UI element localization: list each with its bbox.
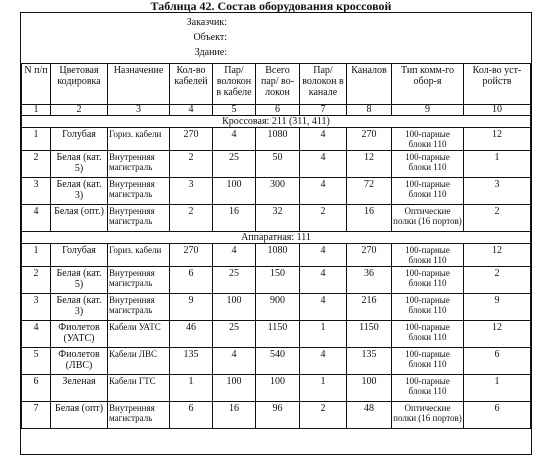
cell-equipment-type: Оптические полки (16 портов) [392, 205, 464, 232]
cell-color: Белая (кат. 5) [51, 151, 108, 178]
equipment-table-sheet [20, 12, 532, 455]
column-number: 2 [51, 105, 108, 116]
cell-total-pairs: 1080 [256, 244, 300, 267]
cell-index: 2 [22, 267, 51, 294]
cell-purpose: Внутренняя магистраль [108, 178, 170, 205]
cell-channels: 1150 [347, 321, 392, 348]
col-header-index: N п/п [22, 64, 51, 105]
cell-device-count: 3 [464, 178, 531, 205]
cell-equipment-type: 100-парные блоки 110 [392, 178, 464, 205]
cell-pairs-per-channel: 1 [300, 321, 347, 348]
cell-pairs-per-channel: 4 [300, 178, 347, 205]
cell-cable-count: 2 [170, 151, 213, 178]
cell-device-count: 2 [464, 205, 531, 232]
cell-index: 4 [22, 205, 51, 232]
col-header-equipment-type: Тип комм-го обор-я [392, 64, 464, 105]
column-number: 7 [300, 105, 347, 116]
col-header-device-count: Кол-во уст-ройств [464, 64, 531, 105]
cell-equipment-type: Оптические полки (16 портов) [392, 402, 464, 429]
cell-channels: 135 [347, 348, 392, 375]
table-row [22, 128, 531, 151]
cell-pairs-per-channel: 4 [300, 128, 347, 151]
cell-total-pairs: 100 [256, 375, 300, 402]
column-number: 1 [22, 105, 51, 116]
cell-channels: 72 [347, 178, 392, 205]
cell-color: Белая (опт.) [51, 205, 108, 232]
cell-total-pairs: 540 [256, 348, 300, 375]
cell-device-count: 1 [464, 375, 531, 402]
header-field-label: Здание: [194, 47, 227, 58]
column-number: 3 [108, 105, 170, 116]
table-title: Таблица 42. Состав оборудования кроссовой [150, 0, 392, 13]
cell-total-pairs: 96 [256, 402, 300, 429]
cell-cable-count: 3 [170, 178, 213, 205]
cell-equipment-type: 100-парные блоки 110 [392, 294, 464, 321]
cell-cable-count: 46 [170, 321, 213, 348]
cell-channels: 12 [347, 151, 392, 178]
cell-pairs-per-channel: 4 [300, 267, 347, 294]
cell-purpose: Внутренняя магистраль [108, 267, 170, 294]
cell-color: Фиолетов (ЛВС) [51, 348, 108, 375]
header-field-label: Заказчик: [186, 17, 227, 28]
cell-purpose: Кабели ГТС [108, 375, 170, 402]
cell-equipment-type: 100-парные блоки 110 [392, 151, 464, 178]
cell-device-count: 12 [464, 321, 531, 348]
column-number: 10 [464, 105, 531, 116]
col-header-total-pairs: Всего пар/ во-локон [256, 64, 300, 105]
cell-total-pairs: 300 [256, 178, 300, 205]
column-number: 5 [213, 105, 256, 116]
cell-equipment-type: 100-парные блоки 110 [392, 348, 464, 375]
table-row [22, 244, 531, 267]
col-header-channels: Каналов [347, 64, 392, 105]
cell-channels: 16 [347, 205, 392, 232]
table-row [22, 321, 531, 348]
section-row [22, 116, 531, 128]
cell-cable-count: 2 [170, 205, 213, 232]
cell-device-count: 1 [464, 151, 531, 178]
section-row [22, 232, 531, 244]
header-fields [21, 13, 531, 63]
cell-pairs-per-channel: 1 [300, 375, 347, 402]
table-row [22, 205, 531, 232]
cell-pairs-per-cable: 4 [213, 348, 256, 375]
cell-channels: 36 [347, 267, 392, 294]
cell-index: 2 [22, 151, 51, 178]
column-header-row [22, 64, 531, 105]
cell-cable-count: 135 [170, 348, 213, 375]
cell-cable-count: 270 [170, 128, 213, 151]
cell-purpose: Внутренняя магистраль [108, 151, 170, 178]
table-row [22, 178, 531, 205]
section-title: Аппаратная: 111 [22, 232, 531, 244]
cell-color: Белая (опт) [51, 402, 108, 429]
cell-device-count: 12 [464, 128, 531, 151]
column-number: 6 [256, 105, 300, 116]
col-header-color: Цветовая кодировка [51, 64, 108, 105]
cell-color: Белая (кат. 3) [51, 294, 108, 321]
table-row [22, 375, 531, 402]
cell-pairs-per-channel: 2 [300, 402, 347, 429]
col-header-pairs-per-channel: Пар/ волокон в канале [300, 64, 347, 105]
col-header-pairs-per-cable: Пар/ волокон в кабеле [213, 64, 256, 105]
cell-cable-count: 6 [170, 267, 213, 294]
cell-pairs-per-channel: 4 [300, 244, 347, 267]
cell-color: Зеленая [51, 375, 108, 402]
cell-device-count: 9 [464, 294, 531, 321]
table-row [22, 348, 531, 375]
cell-purpose: Внутренняя магистраль [108, 294, 170, 321]
cell-channels: 48 [347, 402, 392, 429]
column-number: 8 [347, 105, 392, 116]
cell-device-count: 6 [464, 402, 531, 429]
cell-color: Белая (кат. 5) [51, 267, 108, 294]
cell-equipment-type: 100-парные блоки 110 [392, 128, 464, 151]
cell-equipment-type: 100-парные блоки 110 [392, 375, 464, 402]
column-number: 4 [170, 105, 213, 116]
col-header-cable-count: Кол-во кабелей [170, 64, 213, 105]
cell-color: Голубая [51, 128, 108, 151]
header-field-label: Объект: [193, 32, 227, 43]
cell-index: 3 [22, 178, 51, 205]
cell-channels: 270 [347, 128, 392, 151]
cell-index: 3 [22, 294, 51, 321]
cell-pairs-per-cable: 4 [213, 128, 256, 151]
cell-cable-count: 9 [170, 294, 213, 321]
cell-index: 6 [22, 375, 51, 402]
cell-purpose: Внутренняя магистраль [108, 205, 170, 232]
cell-pairs-per-cable: 100 [213, 375, 256, 402]
cell-pairs-per-cable: 100 [213, 294, 256, 321]
cell-pairs-per-cable: 25 [213, 151, 256, 178]
cell-purpose: Гориз. кабели [108, 128, 170, 151]
cell-channels: 216 [347, 294, 392, 321]
cell-pairs-per-cable: 100 [213, 178, 256, 205]
cell-pairs-per-cable: 25 [213, 321, 256, 348]
cell-index: 1 [22, 244, 51, 267]
cell-device-count: 6 [464, 348, 531, 375]
column-number: 9 [392, 105, 464, 116]
col-header-purpose: Назначение [108, 64, 170, 105]
cell-device-count: 2 [464, 267, 531, 294]
cell-pairs-per-cable: 16 [213, 402, 256, 429]
cell-index: 5 [22, 348, 51, 375]
table-row [22, 402, 531, 429]
cell-total-pairs: 32 [256, 205, 300, 232]
cell-color: Белая (кат. 3) [51, 178, 108, 205]
cell-purpose: Кабели ЛВС [108, 348, 170, 375]
cell-cable-count: 6 [170, 402, 213, 429]
table-row [22, 294, 531, 321]
cell-color: Фиолетов (УАТС) [51, 321, 108, 348]
cell-color: Голубая [51, 244, 108, 267]
cell-total-pairs: 50 [256, 151, 300, 178]
cell-purpose: Гориз. кабели [108, 244, 170, 267]
cell-pairs-per-cable: 4 [213, 244, 256, 267]
cell-total-pairs: 150 [256, 267, 300, 294]
cell-pairs-per-channel: 2 [300, 205, 347, 232]
cell-channels: 270 [347, 244, 392, 267]
cell-index: 1 [22, 128, 51, 151]
cell-equipment-type: 100-парные блоки 110 [392, 244, 464, 267]
cell-device-count: 12 [464, 244, 531, 267]
table-row [22, 267, 531, 294]
table-row [22, 151, 531, 178]
cell-cable-count: 270 [170, 244, 213, 267]
equipment-table [21, 63, 531, 429]
cell-total-pairs: 1150 [256, 321, 300, 348]
cell-purpose: Кабели УАТС [108, 321, 170, 348]
column-number-row [22, 105, 531, 116]
cell-purpose: Внутренняя магистраль [108, 402, 170, 429]
cell-equipment-type: 100-парные блоки 110 [392, 267, 464, 294]
cell-pairs-per-channel: 4 [300, 151, 347, 178]
cell-pairs-per-channel: 4 [300, 294, 347, 321]
cell-cable-count: 1 [170, 375, 213, 402]
cell-pairs-per-channel: 4 [300, 348, 347, 375]
cell-total-pairs: 1080 [256, 128, 300, 151]
cell-channels: 100 [347, 375, 392, 402]
cell-index: 4 [22, 321, 51, 348]
cell-equipment-type: 100-парные блоки 110 [392, 321, 464, 348]
cell-pairs-per-cable: 25 [213, 267, 256, 294]
cell-index: 7 [22, 402, 51, 429]
cell-total-pairs: 900 [256, 294, 300, 321]
cell-pairs-per-cable: 16 [213, 205, 256, 232]
table-body [22, 105, 531, 429]
section-title: Кроссовая: 211 (311, 411) [22, 116, 531, 128]
